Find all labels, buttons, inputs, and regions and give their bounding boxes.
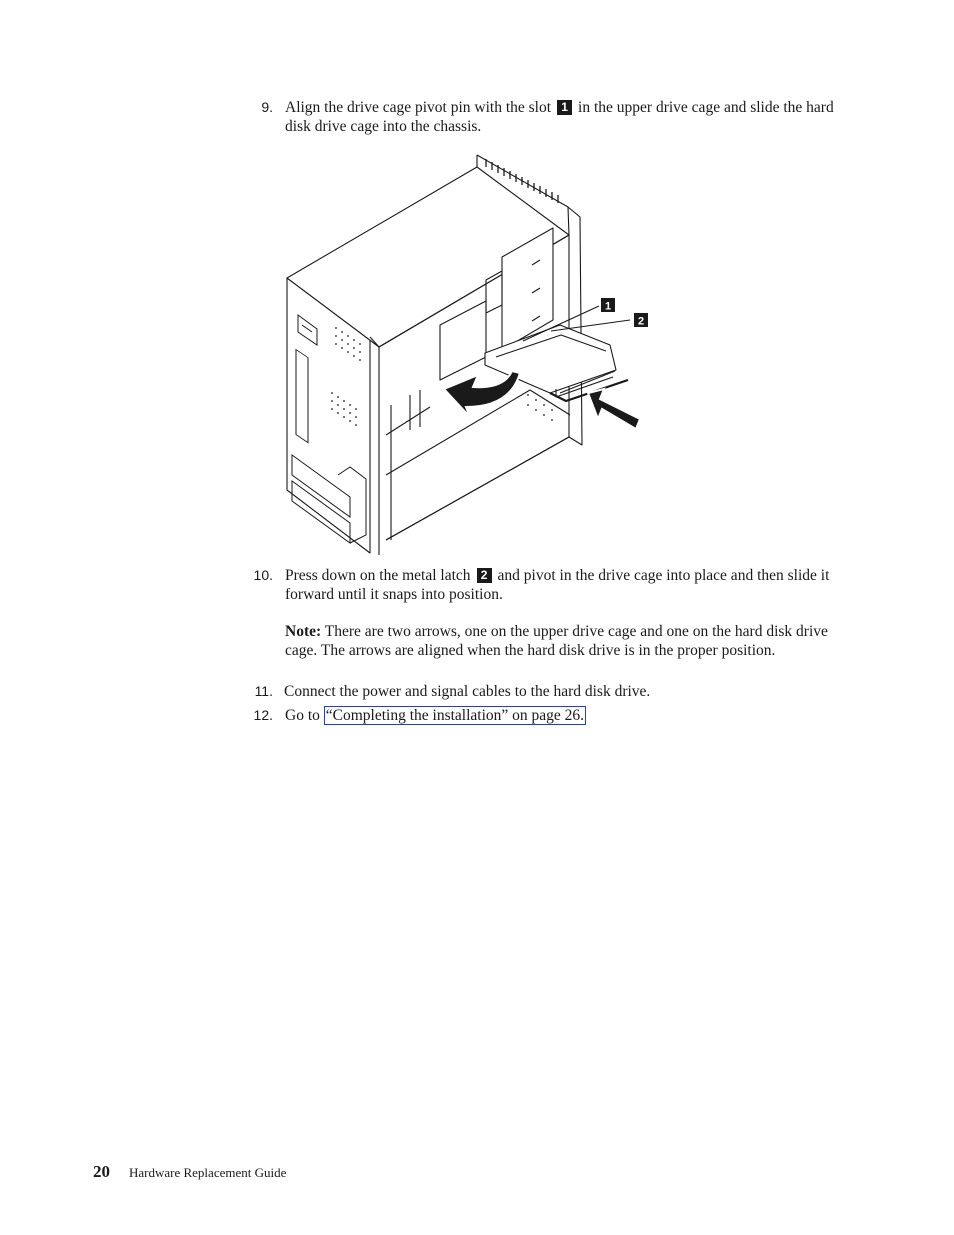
callout-1: 1	[557, 100, 572, 115]
figure-callout-2: 2	[637, 315, 645, 328]
figure-callout-1: 1	[604, 300, 612, 313]
page-number: 20	[93, 1162, 110, 1181]
step-text-after: and pivot in the drive cage into place and then slide it forward until it snaps into position.	[285, 567, 830, 603]
step-text: Connect the power and signal cables to the hard disk drive.	[284, 683, 651, 700]
note-text: There are two arrows, one on the upper drive cage and one on the hard disk drive cage. The arrows are aligned when the hard disk drive is in the proper position.	[285, 623, 828, 659]
step-text-before: Press down on the metal latch	[285, 567, 471, 584]
slide-arrow-icon	[588, 389, 640, 429]
note-label: Note:	[285, 623, 322, 640]
step-text-before: Go to	[285, 707, 320, 724]
step-text	[285, 706, 845, 725]
step-text-before: Align the drive cage pivot pin with the slot	[285, 99, 552, 116]
step-number: 12.	[253, 707, 273, 723]
callout-2: 2	[477, 568, 492, 583]
pivot-arrow-icon	[444, 371, 520, 417]
step-text	[285, 98, 845, 136]
step-number: 9.	[261, 99, 273, 115]
computer-chassis-illustration	[270, 145, 670, 560]
footer-title: Hardware Replacement Guide	[129, 1165, 287, 1180]
step-number: 10.	[253, 567, 273, 583]
step-text	[285, 566, 845, 604]
step-number: 11.	[254, 683, 273, 699]
completing-installation-link[interactable]: “Completing the installation” on page 26.	[325, 707, 585, 724]
note	[285, 622, 845, 660]
step-text-after: in the upper drive cage and slide the hard disk drive cage into the chassis.	[285, 99, 834, 135]
